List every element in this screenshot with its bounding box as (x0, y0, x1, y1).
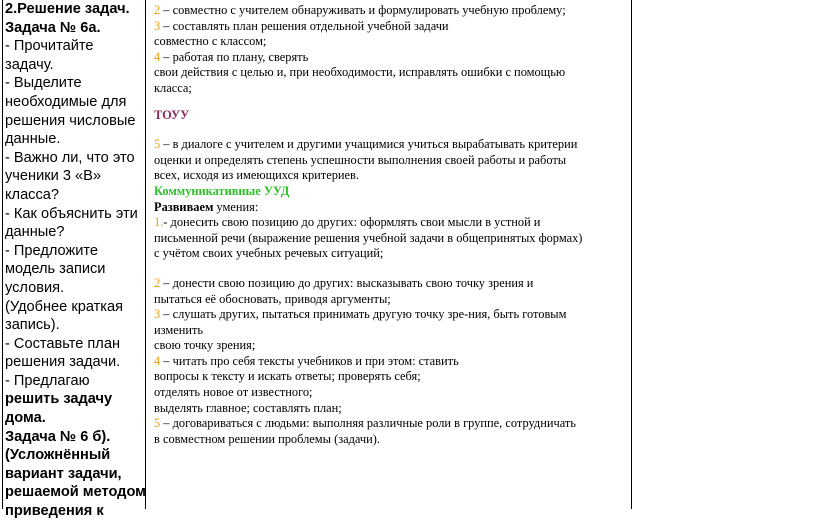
comm-4-l3: отделять новое от известного; (154, 385, 313, 400)
comm-4-l2: вопросы к тексту и искать ответы; проверять себя; (154, 369, 421, 384)
item-number: 5 (154, 137, 161, 152)
lesson-step-line: - Прочитайте (5, 38, 94, 55)
item-number: 3 (154, 307, 161, 322)
lesson-step-line: (Усложнённый (5, 447, 111, 464)
item-text: – составлять план решения отдельной учебной задачи (160, 18, 449, 33)
item-3 (154, 19, 624, 35)
lesson-step-line: 2.Решение задач. (5, 1, 130, 17)
comm-1-l3: с учётом своих учебных речевых ситуаций; (154, 246, 384, 261)
lesson-step-line: - Как объяснить эти (5, 205, 138, 222)
lesson-step-line: (Удобнее краткая (5, 298, 124, 315)
toou-heading: ТОУУ (154, 107, 190, 122)
item-number: 5 (154, 416, 161, 431)
item-number: 2 (154, 3, 161, 17)
develop-rest: умения: (213, 199, 259, 214)
lesson-step-line: решить задачу (5, 391, 113, 408)
lesson-step-line: Задача № 6а. (5, 19, 101, 36)
comm-3-l3: свою точку зрения; (154, 338, 256, 353)
lesson-step-line: вариант задачи, (5, 465, 122, 482)
comm-3 (154, 307, 624, 323)
lesson-step-line: ученики 3 «В» (5, 168, 101, 185)
item-text: – читать про себя тексты учебников и при этом: ставить (160, 353, 459, 368)
lesson-steps-column (5, 0, 146, 521)
column-divider (145, 0, 146, 509)
lesson-step-line: - Выделите (5, 75, 82, 92)
lesson-step-line: задачу. (5, 56, 54, 73)
skills-column (154, 3, 624, 447)
lesson-step-line: модель записи (5, 261, 106, 278)
item-text: – работая по плану, сверять (160, 49, 309, 64)
item-4 (154, 50, 624, 66)
lesson-step-line: класса? (5, 186, 60, 203)
item-text: – договариваться с людьми: выполняя различные роли в группе, сотрудничать (160, 416, 576, 431)
toou-5-l3: всех, исходя из имеющихся критериев. (154, 168, 359, 183)
item-number: 2 (154, 275, 161, 290)
lesson-step-line: - Предлагаю (5, 372, 90, 389)
comm-1-l2: письменной речи (выражение решения учебной задачи в общепринятых формах) (154, 230, 583, 245)
item-text: – в диалоге с учителем и другими учащимися учиться вырабатывать критерии (160, 137, 578, 152)
item-text: – слушать других, пытаться принимать другую точку зре-ния, быть готовым (160, 307, 567, 322)
lesson-step-line: решаемой методом (5, 484, 146, 501)
comm-5-l2: в совместном решении проблемы (задачи). (154, 431, 380, 446)
lesson-step-line: данные. (5, 131, 61, 148)
comm-1 (154, 215, 624, 231)
lesson-step-line: Задача № 6 б). (5, 428, 111, 445)
lesson-step-line: приведения к (5, 503, 104, 520)
item-number: 4 (154, 353, 161, 368)
comm-3-l2: изменить (154, 322, 204, 337)
lesson-step-line: решения задачи. (5, 354, 121, 371)
item-number: 1. (154, 215, 164, 230)
lesson-step-line: - Важно ли, что это (5, 149, 135, 166)
comm-4 (154, 354, 624, 370)
lesson-step-line: данные? (5, 224, 65, 241)
item-text: - донесить свою позицию до других: оформлять свои мысли в устной и (163, 215, 541, 230)
item-number: 3 (154, 18, 161, 33)
item-text: – донести свою позицию до других: высказывать свою точку зрения и (160, 275, 534, 290)
item-text: – совместно с учителем обнаруживать и формулировать учебную проблему; (160, 3, 566, 17)
item-4-cont2: класса; (154, 80, 192, 95)
lesson-step-line: необходимые для (5, 93, 127, 110)
communicative-heading: Коммуникативные УУД (154, 183, 290, 198)
comm-5 (154, 416, 624, 432)
item-number: 4 (154, 49, 161, 64)
comm-2-l2: пытаться её обосновать, приводя аргументы; (154, 291, 391, 306)
toou-5-l2: оценки и определять степень успешности выполнения своей работы и работы (154, 152, 567, 167)
comm-4-l4: выделять главное; составлять план; (154, 400, 342, 415)
toou-5 (154, 137, 624, 153)
lesson-step-line: - Составьте план (5, 335, 121, 352)
item-3-cont: совместно с классом; (154, 34, 267, 49)
develop-bold: Развиваем (154, 199, 214, 214)
develop-line (154, 200, 624, 216)
item-2 (154, 3, 624, 19)
comm-2 (154, 276, 624, 292)
lesson-step-line: дома. (5, 410, 46, 427)
lesson-step-line: решения числовые (5, 112, 136, 129)
lesson-step-line: - Предложите (5, 242, 99, 259)
lesson-step-line: запись). (5, 317, 60, 334)
lesson-step-line: условия. (5, 279, 65, 296)
item-4-cont: свои действия с целью и, при необходимости, исправлять ошибки с помощью (154, 65, 566, 80)
